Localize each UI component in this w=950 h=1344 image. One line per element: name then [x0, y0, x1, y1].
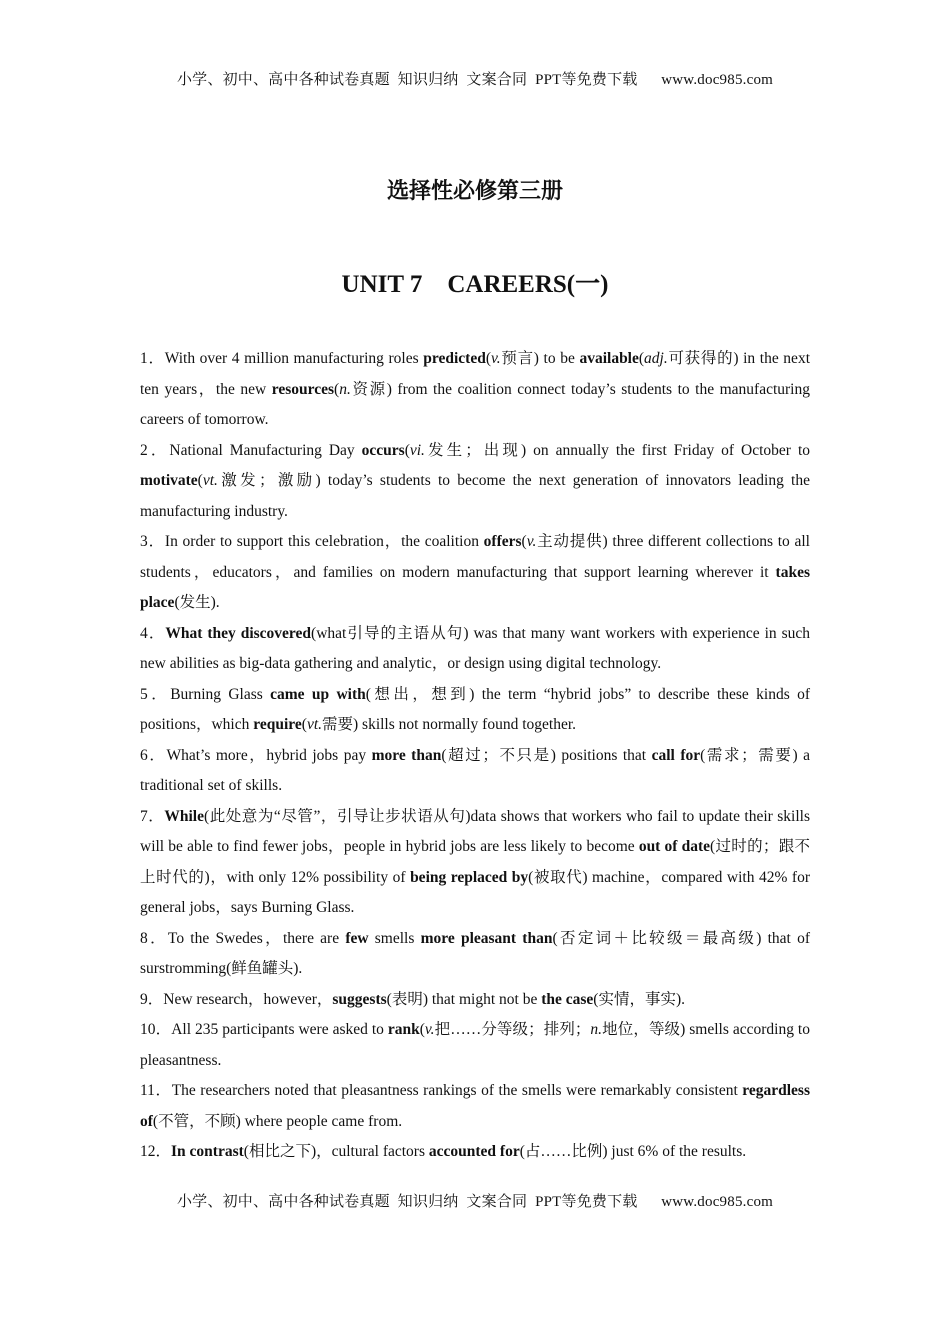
- key-phrase: the case: [541, 990, 594, 1008]
- sentence-text: (过时的；跟不上时代的)，with only 12% possibility of: [140, 838, 810, 886]
- list-item: [140, 680, 810, 741]
- sentence-text: (需求；需要) a traditional set of skills.: [140, 746, 810, 794]
- page-header: 小学、初中、高中各种试卷真题 知识归纳 文案合同 PPT等免费下载 www.doc985.com: [176, 72, 774, 88]
- part-of-speech: v.: [491, 350, 501, 367]
- key-phrase: offers: [483, 533, 522, 550]
- sentence-text: (相比之下)，cultural factors: [243, 1143, 429, 1160]
- sentence-text: (此处意为“尽管”，引导让步状语从句)data shows that workers who fail to update their skills will be able to find fewer jobs，people in hybrid jobs are less likely to become: [140, 807, 810, 855]
- part-of-speech: vi.: [409, 441, 425, 459]
- key-phrase: call for: [651, 746, 701, 764]
- sentence-text: (不管，不顾) where people came from.: [152, 1112, 403, 1130]
- key-phrase: occurs: [361, 441, 405, 459]
- sentence-text: (被取代) machine，compared with 42% for general jobs，says Burning Glass.: [140, 868, 810, 916]
- list-item: [140, 985, 810, 1016]
- sentence-text: (实情，事实).: [593, 990, 685, 1008]
- sentence-text: (占……比例) just 6% of the results.: [519, 1143, 747, 1160]
- sentence-text: (: [197, 472, 203, 489]
- list-item: [140, 1076, 810, 1137]
- key-phrase: rank: [387, 1021, 420, 1038]
- key-phrase: more pleasant than: [420, 929, 553, 947]
- part-of-speech: v.: [424, 1021, 435, 1038]
- key-phrase: being replaced by: [410, 868, 529, 886]
- sentence-text: (: [521, 533, 527, 550]
- unit-title: UNIT 7 CAREERS(一): [341, 271, 609, 298]
- sentence-text: (: [419, 1021, 425, 1038]
- key-phrase: predicted: [423, 350, 486, 367]
- sentence-text: (: [334, 380, 340, 398]
- sentence-text: 发生；出现) on annually the first Friday of October to: [424, 441, 810, 459]
- sentence-text: 6．What’s more，hybrid jobs pay: [140, 746, 372, 764]
- key-phrase: came up with: [270, 685, 366, 703]
- sentence-text: 资源) from the coalition connect today’s students to the manufacturing careers of tomorrow.: [140, 380, 810, 428]
- list-item: [140, 1015, 810, 1076]
- key-phrase: require: [253, 716, 302, 733]
- key-phrase: resources: [271, 380, 335, 398]
- key-phrase: motivate: [140, 472, 198, 489]
- key-phrase: more than: [371, 746, 442, 764]
- sentence-text: (: [638, 350, 645, 367]
- list-item: [140, 924, 810, 985]
- sentence-text: (发生).: [174, 594, 220, 611]
- sentence-text: 主动提供) three different collections to all students，educators，and families on modern manufacturing that support learning wherever it: [140, 533, 810, 581]
- key-phrase: regardless of: [140, 1082, 810, 1130]
- part-of-speech: v.: [526, 533, 537, 550]
- sentence-text: (表明) that might not be: [386, 990, 542, 1008]
- list-item: [140, 619, 810, 680]
- key-phrase: accounted for: [428, 1143, 520, 1160]
- sentence-text: 11．The researchers noted that pleasantness rankings of the smells were remarkably consistent: [140, 1082, 743, 1099]
- sentence-text: (what引导的主语从句) was that many want workers with experience in such new abilities as big-data gathering and analytic，or design using digital technology.: [140, 624, 810, 672]
- sentence-text: (: [301, 716, 307, 733]
- sentence-text: 2．National Manufacturing Day: [140, 441, 362, 459]
- part-of-speech: vt.: [202, 472, 218, 489]
- part-of-speech: n.: [590, 1021, 603, 1038]
- key-phrase: In contrast: [171, 1143, 244, 1160]
- list-item: [140, 1137, 810, 1168]
- list-item: [140, 344, 810, 436]
- book-title: 选择性必修第三册: [386, 179, 563, 204]
- key-phrase: out of date: [638, 838, 711, 855]
- key-phrase: takes place: [140, 563, 810, 611]
- page-footer: 小学、初中、高中各种试卷真题 知识归纳 文案合同 PPT等免费下载 www.doc985.com: [176, 1194, 774, 1210]
- part-of-speech: adj.: [644, 350, 668, 367]
- key-phrase: While: [164, 807, 204, 825]
- key-phrase: available: [579, 350, 639, 367]
- key-phrase: suggests: [332, 990, 387, 1008]
- key-phrase: few: [345, 929, 369, 947]
- vocabulary-list: [140, 344, 810, 1168]
- sentence-text: (: [404, 441, 410, 459]
- sentence-text: 8．To the Swedes，there are: [140, 929, 346, 947]
- sentence-text: (想出，想到) the term “hybrid jobs” to describe these kinds of positions，which: [140, 685, 810, 733]
- sentence-text: 可获得的) in the next ten years，the new: [140, 350, 810, 398]
- sentence-text: 把……分等级；排列；: [434, 1021, 591, 1038]
- sentence-text: 激发；激励) today’s students to become the next generation of innovators leading the manufacturing industry.: [140, 472, 810, 520]
- sentence-text: 4．: [140, 624, 166, 642]
- sentence-text: 3．In order to support this celebration，the coalition: [140, 533, 484, 550]
- sentence-text: (否定词＋比较级＝最高级) that of surstromming(鲜鱼罐头).: [140, 929, 810, 977]
- list-item: [140, 436, 810, 528]
- list-item: [140, 527, 810, 619]
- part-of-speech: n.: [339, 380, 351, 398]
- sentence-text: (超过；不只是) positions that: [441, 746, 652, 764]
- list-item: [140, 741, 810, 802]
- sentence-text: 9．New research，however，: [140, 990, 333, 1008]
- sentence-text: 7．: [140, 807, 165, 825]
- list-item: [140, 802, 810, 924]
- sentence-text: 需要) skills not normally found together.: [322, 716, 577, 733]
- key-phrase: What they discovered: [165, 624, 312, 642]
- sentence-text: 1．With over 4 million manufacturing roles: [140, 350, 424, 367]
- part-of-speech: vt.: [306, 716, 322, 733]
- sentence-text: 预言) to be: [500, 350, 580, 367]
- sentence-text: 12．: [140, 1143, 172, 1160]
- sentence-text: 地位，等级) smells according to pleasantness.: [140, 1021, 810, 1069]
- sentence-text: 10．All 235 participants were asked to: [140, 1021, 388, 1038]
- sentence-text: smells: [368, 929, 421, 947]
- sentence-text: 5．Burning Glass: [140, 685, 271, 703]
- sentence-text: (: [485, 350, 492, 367]
